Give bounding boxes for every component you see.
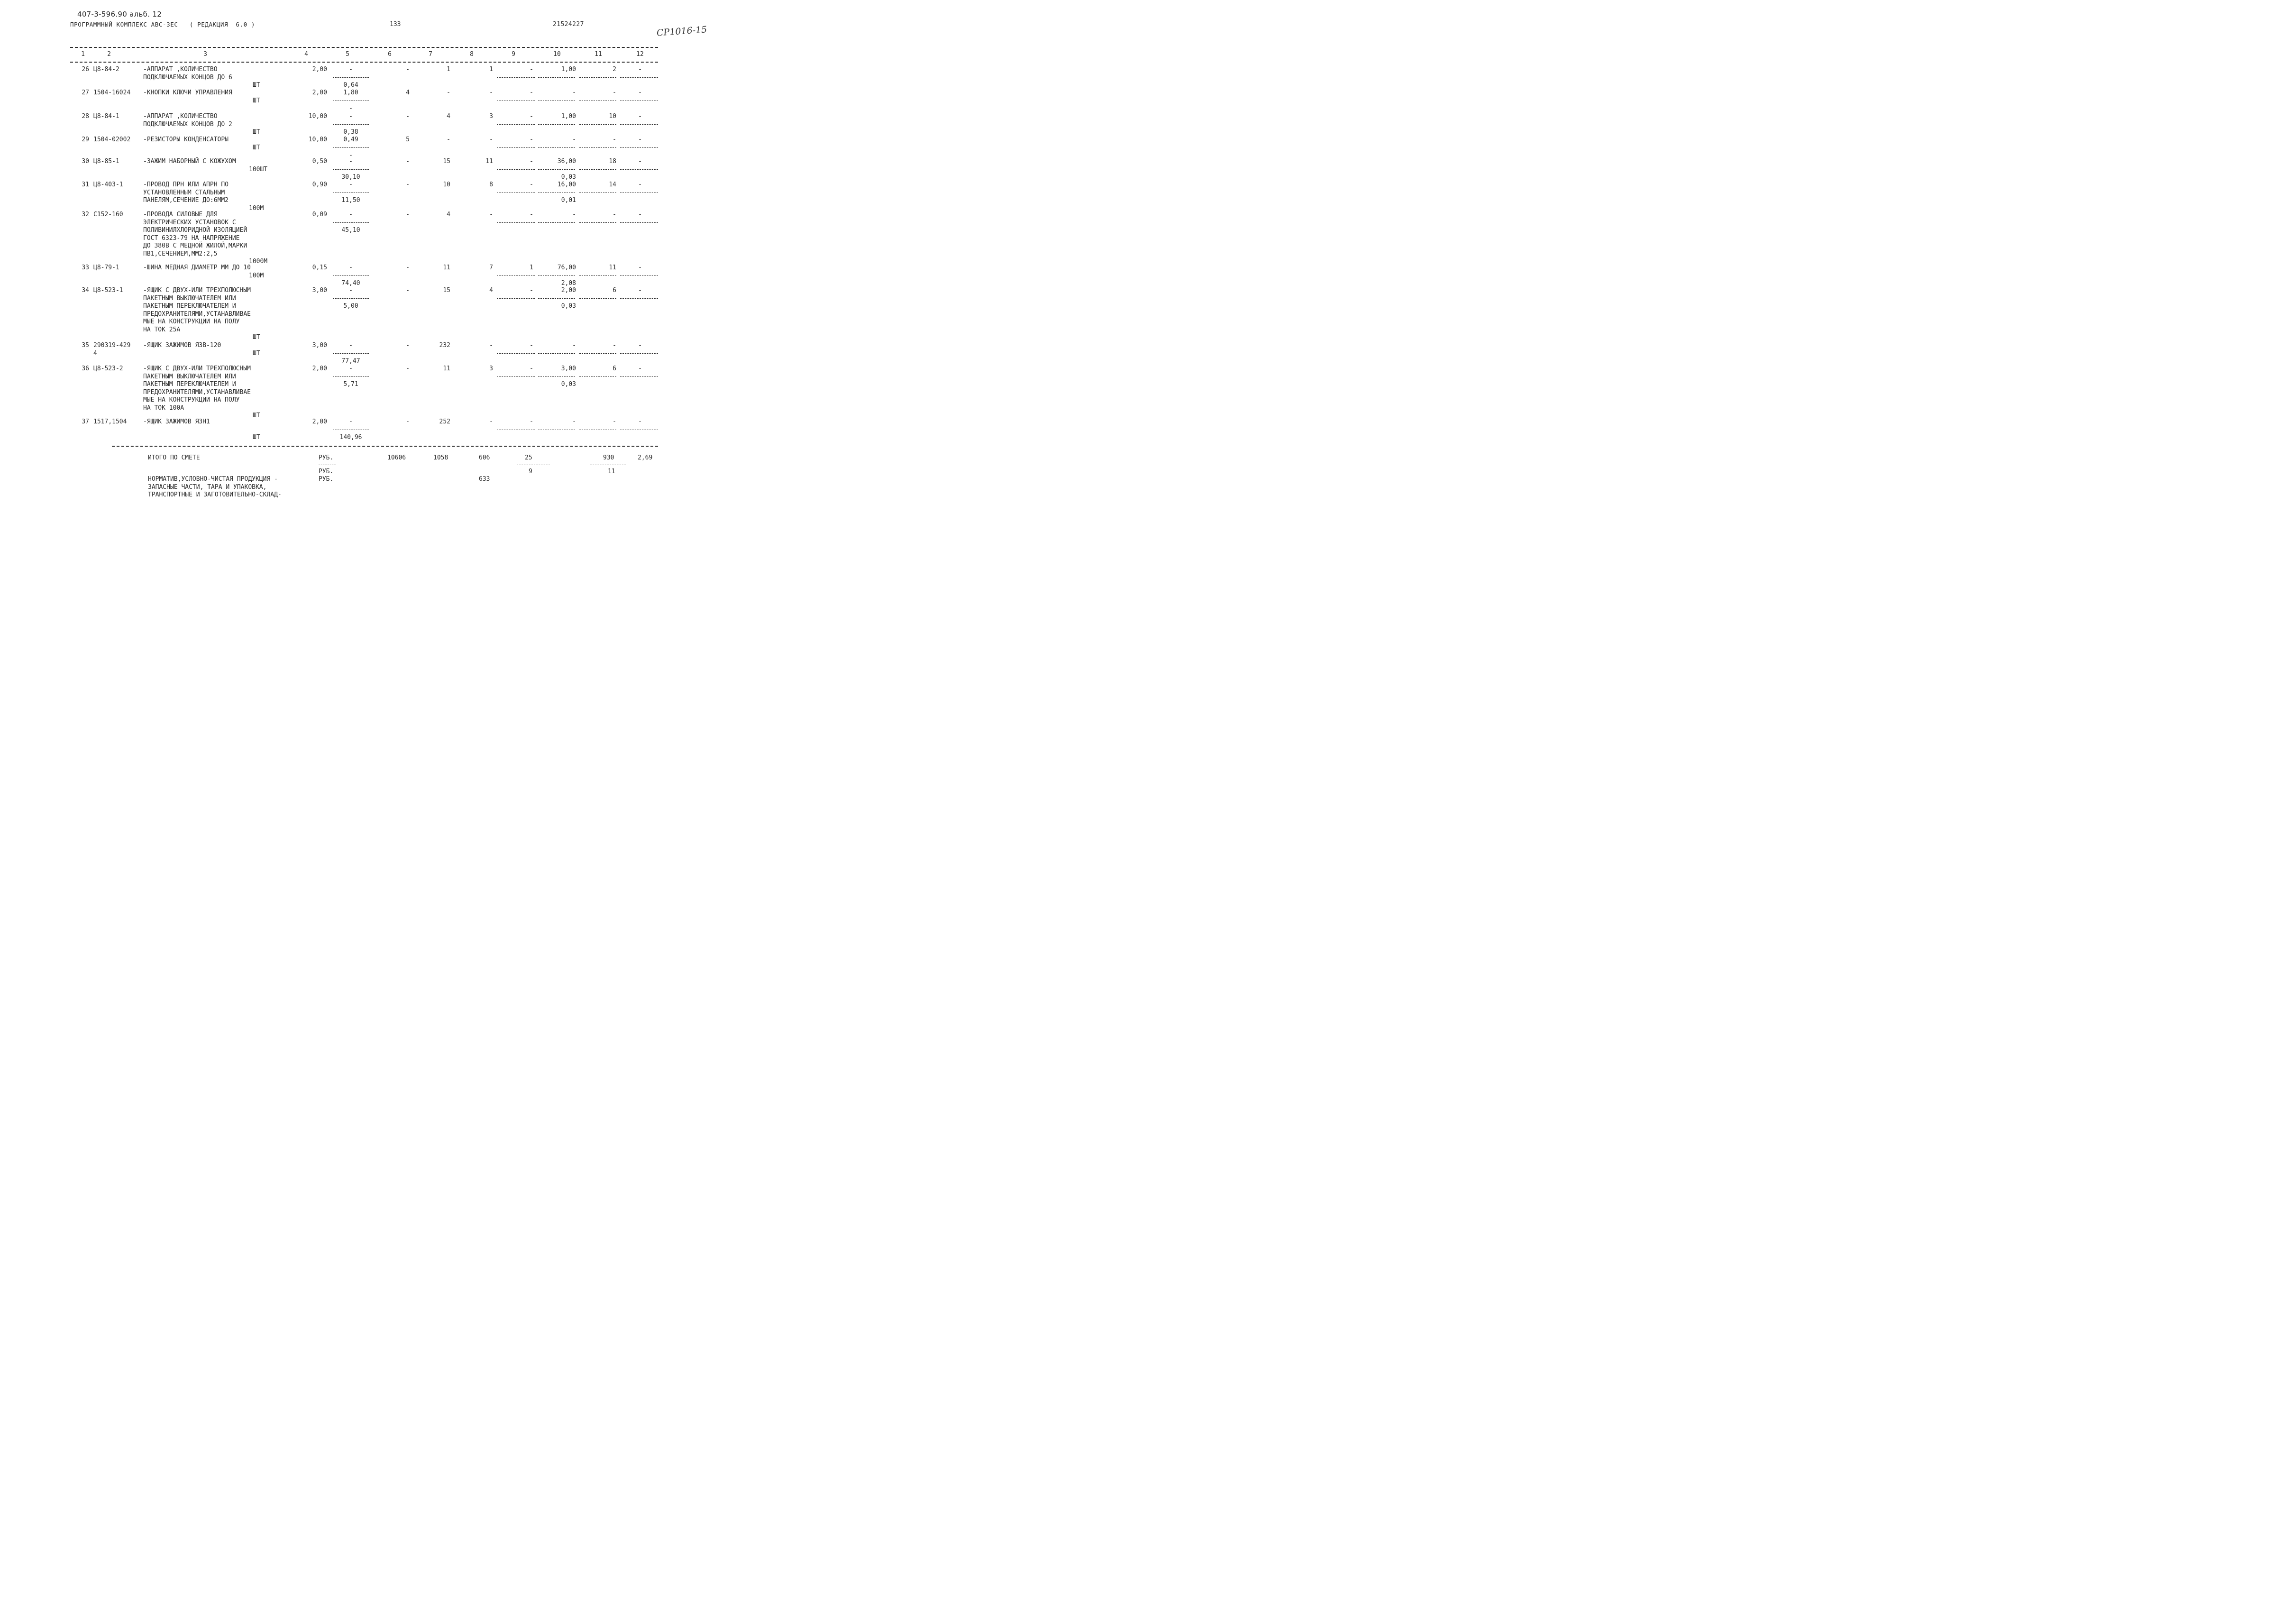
row-col10-carry: 0,03	[561, 174, 576, 181]
column-header-4: 4	[304, 51, 308, 58]
row-col9: -	[530, 113, 533, 120]
totals-unit-rub-2: РУБ.	[319, 468, 334, 475]
row-col5-main: -	[349, 264, 353, 271]
row-col11: 6	[613, 287, 616, 294]
row-col12: -	[638, 264, 642, 271]
row-quantity: 0,50	[312, 158, 327, 165]
row-right-separator	[538, 169, 575, 170]
row-unit: 100М	[249, 204, 264, 212]
row-code: Ц8-85-1	[93, 158, 119, 165]
row-col8: 7	[489, 264, 493, 271]
row-right-separator	[538, 147, 575, 148]
row-col5-separator	[333, 77, 369, 78]
row-col11: -	[613, 342, 616, 349]
row-col7: -	[447, 136, 450, 143]
row-code: 290319-429 4	[93, 342, 131, 357]
row-col7: 10	[443, 181, 450, 188]
row-description: -ЯЩИК С ДВУХ-ИЛИ ТРЕХПОЛЮСНЫМ ПАКЕТНЫМ ВЫКЛЮЧАТЕЛЕМ ИЛИ ПАКЕТНЫМ ПЕРЕКЛЮЧАТЕЛЕМ И ПРЕДОХРАНИТЕЛЯМИ,УСТАНАВЛИВАЕ МЫЕ НА КОНСТРУКЦИИ НА ПОЛУ НА ТОК 100А	[143, 365, 251, 412]
row-code: Ц8-79-1	[93, 264, 119, 271]
row-description: -ПРОВОД ПРН ИЛИ АПРН ПО УСТАНОВЛЕННЫМ СТАЛЬНЫМ ПАНЕЛЯМ,СЕЧЕНИЕ ДО:6ММ2	[143, 181, 229, 204]
row-right-separator	[538, 275, 575, 276]
row-right-separator	[620, 147, 658, 148]
row-col7: 11	[443, 264, 450, 271]
row-col5-separator	[333, 298, 369, 299]
row-code: 1504-02002	[93, 136, 131, 143]
row-col8: 8	[489, 181, 493, 188]
row-col12: -	[638, 113, 642, 120]
row-code: 1517,1504	[93, 418, 127, 425]
row-right-separator	[497, 147, 535, 148]
row-description: -АППАРАТ ,КОЛИЧЕСТВО ПОДКЛЮЧАЕМЫХ КОНЦОВ ДО 6	[143, 66, 232, 81]
program-name: ПРОГРАММНЫЙ КОМПЛЕКС АВС-3ЕС ( РЕДАКЦИЯ 6.0 )	[70, 21, 256, 28]
column-header-10: 10	[553, 51, 561, 58]
row-col8: -	[489, 89, 493, 96]
row-right-separator	[579, 376, 616, 377]
row-col8: 11	[485, 158, 493, 165]
row-col9: -	[530, 158, 533, 165]
row-description: -ЯЩИК ЗАЖИМОВ Я3В-120	[143, 342, 221, 349]
row-col5-separator	[333, 222, 369, 223]
row-col8: 4	[489, 287, 493, 294]
row-col7: 232	[439, 342, 450, 349]
row-col6: -	[406, 181, 410, 188]
row-col5-carry: 0,38	[343, 128, 358, 136]
row-col11: 2	[613, 66, 616, 73]
row-col5-separator	[333, 275, 369, 276]
row-col5-secondary: 5,71	[343, 381, 358, 388]
row-right-separator	[579, 147, 616, 148]
row-col6: -	[406, 66, 410, 73]
album-code: 407-3-596.90 альб. 12	[77, 10, 162, 18]
row-col12: -	[638, 418, 642, 425]
row-right-separator	[620, 169, 658, 170]
row-unit: ШТ	[253, 128, 260, 136]
totals-col9-second: 9	[529, 468, 532, 475]
row-number: 26	[82, 66, 89, 73]
row-unit: 100ШТ	[249, 165, 268, 173]
row-col10: -	[572, 418, 576, 425]
row-number: 27	[82, 89, 89, 96]
row-right-separator	[538, 353, 575, 354]
row-number: 35	[82, 342, 89, 349]
totals-col7: 1058	[433, 454, 448, 461]
column-header-12: 12	[636, 51, 644, 58]
row-code: Ц8-84-2	[93, 66, 119, 73]
row-col11: -	[613, 418, 616, 425]
totals-col9: 25	[525, 454, 532, 461]
row-number: 32	[82, 211, 89, 218]
totals-unit-rub: РУБ.	[319, 454, 334, 461]
row-col11: -	[613, 89, 616, 96]
row-col10: 2,00	[561, 287, 576, 294]
totals-col8: 606	[479, 454, 490, 461]
row-right-separator	[620, 376, 658, 377]
row-right-separator	[620, 298, 658, 299]
row-right-separator	[538, 124, 575, 125]
row-col5-secondary: 11,50	[341, 197, 360, 204]
row-right-separator	[620, 222, 658, 223]
row-col10-secondary: 0,03	[561, 381, 576, 388]
row-quantity: 10,00	[308, 136, 327, 143]
row-col6: -	[406, 113, 410, 120]
totals-col11: 930	[603, 454, 614, 461]
row-right-separator	[538, 376, 575, 377]
row-col5-carry: 77,47	[341, 358, 360, 365]
row-col9: -	[530, 66, 533, 73]
row-right-separator	[538, 298, 575, 299]
totals-col12: 2,69	[638, 454, 653, 461]
row-col5-main: -	[349, 66, 353, 73]
row-col5-main: -	[349, 365, 353, 372]
row-col6: -	[406, 342, 410, 349]
row-col7: 15	[443, 287, 450, 294]
table-header-rule	[70, 62, 658, 63]
row-unit: ШТ	[253, 97, 260, 104]
row-col11: -	[613, 136, 616, 143]
row-quantity: 0,90	[312, 181, 327, 188]
normative-text: НОРМАТИВ,УСЛОВНО-ЧИСТАЯ ПРОДУКЦИЯ - ЗАПАСНЫЕ ЧАСТИ, ТАРА И УПАКОВКА, ТРАНСПОРТНЫЕ И ЗАГОТОВИТЕЛЬНО-СКЛАД-	[148, 476, 282, 498]
row-col10: 36,00	[557, 158, 576, 165]
row-right-separator	[579, 353, 616, 354]
row-col12: -	[638, 342, 642, 349]
row-col12: -	[638, 89, 642, 96]
row-col9: -	[530, 287, 533, 294]
row-col11: 10	[609, 113, 616, 120]
row-col10: -	[572, 342, 576, 349]
row-number: 30	[82, 158, 89, 165]
totals-col11-second: 11	[608, 468, 615, 475]
row-right-separator	[497, 353, 535, 354]
row-number: 37	[82, 418, 89, 425]
row-unit: ШТ	[253, 349, 260, 357]
row-col5-carry: 74,40	[341, 280, 360, 287]
row-number: 31	[82, 181, 89, 188]
row-code: С152-160	[93, 211, 123, 218]
row-quantity: 2,00	[312, 89, 327, 96]
row-col11: 6	[613, 365, 616, 372]
row-col10: 1,00	[561, 113, 576, 120]
normative-value: 633	[479, 476, 490, 483]
row-right-separator	[497, 77, 535, 78]
column-header-1: 1	[81, 51, 85, 58]
row-quantity: 2,00	[312, 418, 327, 425]
row-right-separator	[497, 124, 535, 125]
row-unit: ШТ	[253, 144, 260, 151]
totals-col6: 10606	[387, 454, 406, 461]
column-header-2: 2	[107, 51, 111, 58]
row-unit: ШТ	[253, 334, 260, 341]
row-col8: 3	[489, 113, 493, 120]
row-col9: -	[530, 89, 533, 96]
row-unit: 1000М	[249, 258, 268, 265]
row-col9: -	[530, 136, 533, 143]
row-right-separator	[620, 77, 658, 78]
row-col5-secondary: 45,10	[341, 227, 360, 234]
row-quantity: 3,00	[312, 287, 327, 294]
row-col10: 16,00	[557, 181, 576, 188]
row-col5-carry: -	[349, 105, 353, 112]
row-col5-main: -	[349, 418, 353, 425]
row-col8: -	[489, 418, 493, 425]
row-col9: -	[530, 418, 533, 425]
row-quantity: 0,09	[312, 211, 327, 218]
row-right-separator	[579, 222, 616, 223]
row-col5-main: -	[349, 211, 353, 218]
row-col12: -	[638, 181, 642, 188]
column-header-3: 3	[203, 51, 207, 58]
row-col9: 1	[530, 264, 533, 271]
row-description: -ШИНА МЕДНАЯ ДИАМЕТР ММ ДО 10	[143, 264, 251, 271]
row-col7: 252	[439, 418, 450, 425]
row-right-separator	[579, 169, 616, 170]
row-right-separator	[579, 298, 616, 299]
row-quantity: 3,00	[312, 342, 327, 349]
row-col9: -	[530, 342, 533, 349]
row-col7: 4	[447, 113, 450, 120]
row-number: 28	[82, 113, 89, 120]
row-col12: -	[638, 365, 642, 372]
row-col5-main: 0,49	[343, 136, 358, 143]
row-col6: -	[406, 365, 410, 372]
row-number: 29	[82, 136, 89, 143]
row-col12: -	[638, 158, 642, 165]
row-unit: ШТ	[253, 434, 260, 441]
row-col10: -	[572, 136, 576, 143]
row-col5-secondary: 5,00	[343, 303, 358, 310]
row-col6: -	[406, 211, 410, 218]
row-unit: 100М	[249, 272, 264, 279]
row-col5-separator	[333, 169, 369, 170]
row-col5-main: -	[349, 181, 353, 188]
column-header-7: 7	[429, 51, 432, 58]
row-col10: 76,00	[557, 264, 576, 271]
column-header-8: 8	[470, 51, 474, 58]
table-top-rule	[70, 47, 658, 48]
row-col7: 1	[447, 66, 450, 73]
row-code: Ц8-523-1	[93, 287, 123, 294]
row-col12: -	[638, 136, 642, 143]
row-col10: 3,00	[561, 365, 576, 372]
row-col10-secondary: 0,03	[561, 303, 576, 310]
row-col11: 14	[609, 181, 616, 188]
row-right-separator	[538, 222, 575, 223]
row-right-separator	[620, 353, 658, 354]
row-col5-main: -	[349, 158, 353, 165]
row-col7: -	[447, 89, 450, 96]
row-col6: 5	[406, 136, 410, 143]
row-description: -КНОПКИ КЛЮЧИ УПРАВЛЕНИЯ	[143, 89, 232, 96]
row-description: -РЕЗИСТОРЫ КОНДЕНСАТОРЫ	[143, 136, 229, 143]
column-header-6: 6	[388, 51, 392, 58]
row-col9: -	[530, 211, 533, 218]
row-col6: 4	[406, 89, 410, 96]
row-right-separator	[497, 298, 535, 299]
totals-label: ИТОГО ПО СМЕТЕ	[148, 454, 200, 461]
row-col7: 4	[447, 211, 450, 218]
row-col10: -	[572, 89, 576, 96]
row-col5-carry: 0,64	[343, 82, 358, 89]
row-col8: -	[489, 136, 493, 143]
normative-unit: РУБ.	[319, 476, 334, 483]
row-right-separator	[538, 77, 575, 78]
totals-rule	[112, 446, 658, 447]
column-header-9: 9	[512, 51, 515, 58]
row-description: -АППАРАТ ,КОЛИЧЕСТВО ПОДКЛЮЧАЕМЫХ КОНЦОВ ДО 2	[143, 113, 232, 128]
row-col7: 11	[443, 365, 450, 372]
row-number: 33	[82, 264, 89, 271]
row-quantity: 10,00	[308, 113, 327, 120]
row-col5-main: -	[349, 342, 353, 349]
row-col5-separator	[333, 124, 369, 125]
row-code: 1504-16024	[93, 89, 131, 96]
row-col6: -	[406, 264, 410, 271]
row-col10-carry: 2,08	[561, 280, 576, 287]
row-col11: -	[613, 211, 616, 218]
row-col10: 1,00	[561, 66, 576, 73]
row-col11: 11	[609, 264, 616, 271]
row-col9: -	[530, 365, 533, 372]
column-header-5: 5	[346, 51, 349, 58]
row-col7: 15	[443, 158, 450, 165]
row-col8: -	[489, 342, 493, 349]
row-col12: -	[638, 211, 642, 218]
row-col10: -	[572, 211, 576, 218]
row-unit: ШТ	[253, 82, 260, 89]
row-right-separator	[620, 124, 658, 125]
document-number: 21524227	[553, 21, 584, 28]
row-col5-main: -	[349, 287, 353, 294]
row-code: Ц8-523-2	[93, 365, 123, 372]
row-number: 34	[82, 287, 89, 294]
row-col8: 3	[489, 365, 493, 372]
row-right-separator	[579, 275, 616, 276]
row-col10-secondary: 0,01	[561, 197, 576, 204]
row-col6: -	[406, 418, 410, 425]
row-col8: -	[489, 211, 493, 218]
handwritten-code: СР1016-15	[656, 24, 707, 38]
row-col12: -	[638, 66, 642, 73]
row-col5-main: -	[349, 113, 353, 120]
row-col6: -	[406, 287, 410, 294]
row-right-separator	[579, 124, 616, 125]
column-header-11: 11	[595, 51, 602, 58]
row-col5-separator	[333, 376, 369, 377]
row-col5-separator	[333, 353, 369, 354]
row-col5-main: 1,80	[343, 89, 358, 96]
row-col5-separator	[333, 147, 369, 148]
row-quantity: 0,15	[312, 264, 327, 271]
row-right-separator	[579, 77, 616, 78]
row-col12: -	[638, 287, 642, 294]
row-right-separator	[497, 376, 535, 377]
row-description: -ЯЩИК С ДВУХ-ИЛИ ТРЕХПОЛЮСНЫМ ПАКЕТНЫМ ВЫКЛЮЧАТЕЛЕМ ИЛИ ПАКЕТНЫМ ПЕРЕКЛЮЧАТЕЛЕМ И ПРЕДОХРАНИТЕЛЯМИ,УСТАНАВЛИВАЕ МЫЕ НА КОНСТРУКЦИИ НА ПОЛУ НА ТОК 25А	[143, 287, 251, 333]
row-col6: -	[406, 158, 410, 165]
row-quantity: 2,00	[312, 365, 327, 372]
row-number: 36	[82, 365, 89, 372]
row-right-separator	[620, 275, 658, 276]
row-unit: ШТ	[253, 412, 260, 419]
row-description: -ЗАЖИМ НАБОРНЫЙ С КОЖУХОМ	[143, 158, 236, 165]
row-col8: 1	[489, 66, 493, 73]
row-right-separator	[497, 275, 535, 276]
row-code: Ц8-403-1	[93, 181, 123, 188]
row-right-separator	[497, 222, 535, 223]
row-right-separator	[497, 169, 535, 170]
row-code: Ц8-84-1	[93, 113, 119, 120]
row-col5-carry: 30,10	[341, 174, 360, 181]
row-description: -ПРОВОДА СИЛОВЫЕ ДЛЯ ЭЛЕКТРИЧЕСКИХ УСТАНОВОК С ПОЛИВИНИЛХЛОРИДНОЙ ИЗОЛЯЦИЕЙ ГОСТ 6323-79 НА НАПРЯЖЕНИЕ ДО 380В С МЕДНОЙ ЖИЛОЙ,МАРКИ ПВ1,СЕЧЕНИЕМ,ММ2:2,5	[143, 211, 247, 257]
row-col5-carry: 140,96	[339, 434, 362, 441]
page-number: 133	[390, 21, 401, 28]
row-quantity: 2,00	[312, 66, 327, 73]
row-col9: -	[530, 181, 533, 188]
row-col5-carry: -	[349, 152, 353, 159]
row-col11: 18	[609, 158, 616, 165]
row-description: -ЯЩИК ЗАЖИМОВ ЯЗН1	[143, 418, 210, 425]
